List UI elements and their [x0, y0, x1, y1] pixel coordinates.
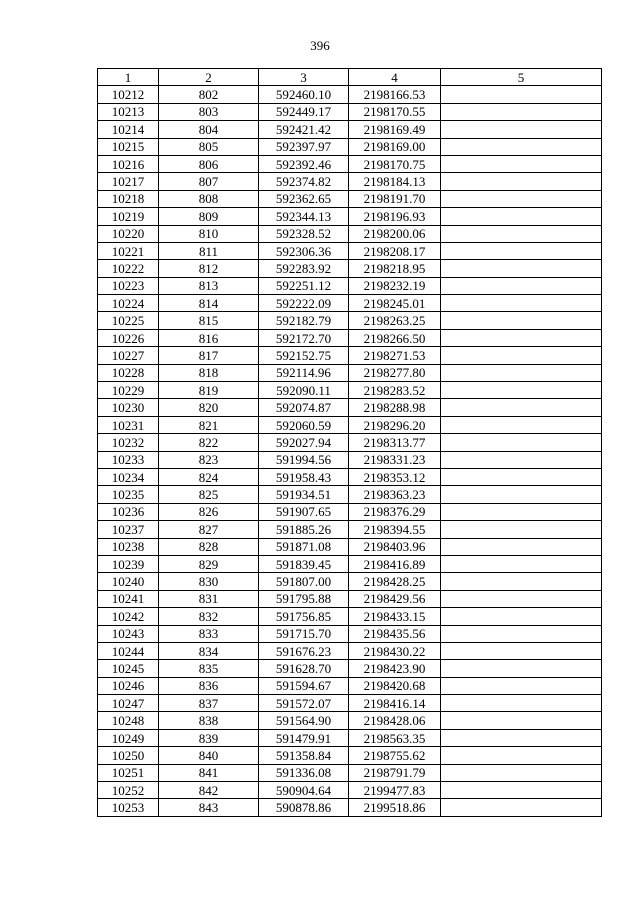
table-row: [98, 555, 602, 572]
x-coordinate-cell: 592027.94: [259, 434, 349, 451]
point-number-cell: 842: [159, 782, 259, 799]
row-number-cell: 10241: [98, 590, 159, 607]
table-row: [98, 503, 602, 520]
point-number-cell: 807: [159, 173, 259, 190]
point-number-cell: 809: [159, 208, 259, 225]
x-coordinate-cell: 590904.64: [259, 782, 349, 799]
y-coordinate-cell: 2198313.77: [349, 434, 441, 451]
x-coordinate-cell: 592074.87: [259, 399, 349, 416]
table-row: [98, 747, 602, 764]
y-coordinate-cell: 2198435.56: [349, 625, 441, 642]
point-number-cell: 832: [159, 608, 259, 625]
table-row: [98, 277, 602, 294]
note-cell: [441, 399, 602, 416]
point-number-cell: 826: [159, 503, 259, 520]
x-coordinate-cell: 591676.23: [259, 642, 349, 659]
row-number-cell: 10221: [98, 242, 159, 259]
table-row: [98, 329, 602, 346]
x-coordinate-cell: 591479.91: [259, 729, 349, 746]
note-cell: [441, 138, 602, 155]
column-header-5: 5: [441, 69, 602, 86]
coordinates-table: [97, 68, 602, 817]
table-row: [98, 608, 602, 625]
note-cell: [441, 799, 602, 816]
row-number-cell: 10252: [98, 782, 159, 799]
table-row: [98, 764, 602, 781]
y-coordinate-cell: 2198245.01: [349, 295, 441, 312]
table-row: [98, 712, 602, 729]
note-cell: [441, 782, 602, 799]
point-number-cell: 841: [159, 764, 259, 781]
x-coordinate-cell: 592328.52: [259, 225, 349, 242]
column-header-2: 2: [159, 69, 259, 86]
table-row: [98, 138, 602, 155]
x-coordinate-cell: 592251.12: [259, 277, 349, 294]
table-row: [98, 486, 602, 503]
note-cell: [441, 329, 602, 346]
y-coordinate-cell: 2198232.19: [349, 277, 441, 294]
x-coordinate-cell: 592182.79: [259, 312, 349, 329]
table-row: [98, 312, 602, 329]
y-coordinate-cell: 2198363.23: [349, 486, 441, 503]
x-coordinate-cell: 592172.70: [259, 329, 349, 346]
x-coordinate-cell: 591358.84: [259, 747, 349, 764]
table-row: [98, 364, 602, 381]
row-number-cell: 10215: [98, 138, 159, 155]
x-coordinate-cell: 592460.10: [259, 86, 349, 103]
note-cell: [441, 625, 602, 642]
note-cell: [441, 277, 602, 294]
note-cell: [441, 503, 602, 520]
x-coordinate-cell: 592344.13: [259, 208, 349, 225]
row-number-cell: 10230: [98, 399, 159, 416]
note-cell: [441, 103, 602, 120]
note-cell: [441, 260, 602, 277]
point-number-cell: 804: [159, 121, 259, 138]
y-coordinate-cell: 2198331.23: [349, 451, 441, 468]
table-row: [98, 434, 602, 451]
x-coordinate-cell: 590878.86: [259, 799, 349, 816]
x-coordinate-cell: 592060.59: [259, 416, 349, 433]
note-cell: [441, 451, 602, 468]
y-coordinate-cell: 2198218.95: [349, 260, 441, 277]
x-coordinate-cell: 592374.82: [259, 173, 349, 190]
page-number: 396: [310, 38, 330, 53]
y-coordinate-cell: 2198184.13: [349, 173, 441, 190]
table-row: [98, 103, 602, 120]
x-coordinate-cell: 591885.26: [259, 521, 349, 538]
note-cell: [441, 208, 602, 225]
row-number-cell: 10223: [98, 277, 159, 294]
row-number-cell: 10225: [98, 312, 159, 329]
y-coordinate-cell: 2198283.52: [349, 382, 441, 399]
point-number-cell: 810: [159, 225, 259, 242]
point-number-cell: 813: [159, 277, 259, 294]
row-number-cell: 10244: [98, 642, 159, 659]
y-coordinate-cell: 2198563.35: [349, 729, 441, 746]
note-cell: [441, 712, 602, 729]
x-coordinate-cell: 592114.96: [259, 364, 349, 381]
note-cell: [441, 225, 602, 242]
y-coordinate-cell: 2198429.56: [349, 590, 441, 607]
x-coordinate-cell: 591839.45: [259, 555, 349, 572]
x-coordinate-cell: 591756.85: [259, 608, 349, 625]
y-coordinate-cell: 2198403.96: [349, 538, 441, 555]
row-number-cell: 10228: [98, 364, 159, 381]
note-cell: [441, 416, 602, 433]
column-header-4: 4: [349, 69, 441, 86]
table-row: [98, 782, 602, 799]
table-row: [98, 625, 602, 642]
table-row: [98, 208, 602, 225]
x-coordinate-cell: 591564.90: [259, 712, 349, 729]
note-cell: [441, 747, 602, 764]
table-row: [98, 347, 602, 364]
x-coordinate-cell: 591958.43: [259, 468, 349, 485]
row-number-cell: 10253: [98, 799, 159, 816]
note-cell: [441, 573, 602, 590]
note-cell: [441, 538, 602, 555]
point-number-cell: 816: [159, 329, 259, 346]
table-row: [98, 225, 602, 242]
note-cell: [441, 86, 602, 103]
y-coordinate-cell: 2198416.14: [349, 695, 441, 712]
y-coordinate-cell: 2198196.93: [349, 208, 441, 225]
y-coordinate-cell: 2198170.55: [349, 103, 441, 120]
note-cell: [441, 642, 602, 659]
x-coordinate-cell: 592090.11: [259, 382, 349, 399]
y-coordinate-cell: 2198394.55: [349, 521, 441, 538]
row-number-cell: 10247: [98, 695, 159, 712]
point-number-cell: 817: [159, 347, 259, 364]
table-header-row: [98, 69, 602, 86]
y-coordinate-cell: 2198430.22: [349, 642, 441, 659]
x-coordinate-cell: 592283.92: [259, 260, 349, 277]
row-number-cell: 10224: [98, 295, 159, 312]
x-coordinate-cell: 591336.08: [259, 764, 349, 781]
x-coordinate-cell: 591907.65: [259, 503, 349, 520]
row-number-cell: 10251: [98, 764, 159, 781]
table-row: [98, 190, 602, 207]
point-number-cell: 828: [159, 538, 259, 555]
point-number-cell: 802: [159, 86, 259, 103]
row-number-cell: 10212: [98, 86, 159, 103]
y-coordinate-cell: 2198791.79: [349, 764, 441, 781]
row-number-cell: 10250: [98, 747, 159, 764]
point-number-cell: 815: [159, 312, 259, 329]
x-coordinate-cell: 592449.17: [259, 103, 349, 120]
table-row: [98, 677, 602, 694]
table-body: [98, 86, 602, 816]
x-coordinate-cell: 591871.08: [259, 538, 349, 555]
note-cell: [441, 190, 602, 207]
row-number-cell: 10243: [98, 625, 159, 642]
row-number-cell: 10237: [98, 521, 159, 538]
x-coordinate-cell: 592152.75: [259, 347, 349, 364]
row-number-cell: 10235: [98, 486, 159, 503]
y-coordinate-cell: 2198433.15: [349, 608, 441, 625]
table-row: [98, 155, 602, 172]
row-number-cell: 10232: [98, 434, 159, 451]
point-number-cell: 838: [159, 712, 259, 729]
row-number-cell: 10222: [98, 260, 159, 277]
point-number-cell: 834: [159, 642, 259, 659]
row-number-cell: 10214: [98, 121, 159, 138]
point-number-cell: 839: [159, 729, 259, 746]
x-coordinate-cell: 591715.70: [259, 625, 349, 642]
y-coordinate-cell: 2198266.50: [349, 329, 441, 346]
y-coordinate-cell: 2198353.12: [349, 468, 441, 485]
x-coordinate-cell: 592392.46: [259, 155, 349, 172]
note-cell: [441, 468, 602, 485]
y-coordinate-cell: 2198277.80: [349, 364, 441, 381]
point-number-cell: 803: [159, 103, 259, 120]
table-row: [98, 86, 602, 103]
y-coordinate-cell: 2198288.98: [349, 399, 441, 416]
row-number-cell: 10219: [98, 208, 159, 225]
point-number-cell: 823: [159, 451, 259, 468]
x-coordinate-cell: 591807.00: [259, 573, 349, 590]
row-number-cell: 10231: [98, 416, 159, 433]
table-row: [98, 295, 602, 312]
point-number-cell: 825: [159, 486, 259, 503]
note-cell: [441, 677, 602, 694]
row-number-cell: 10229: [98, 382, 159, 399]
note-cell: [441, 729, 602, 746]
table-row: [98, 382, 602, 399]
table-row: [98, 642, 602, 659]
y-coordinate-cell: 2198208.17: [349, 242, 441, 259]
point-number-cell: 812: [159, 260, 259, 277]
point-number-cell: 840: [159, 747, 259, 764]
table-row: [98, 538, 602, 555]
table-row: [98, 242, 602, 259]
table-row: [98, 451, 602, 468]
row-number-cell: 10246: [98, 677, 159, 694]
x-coordinate-cell: 591572.07: [259, 695, 349, 712]
point-number-cell: 808: [159, 190, 259, 207]
y-coordinate-cell: 2198271.53: [349, 347, 441, 364]
row-number-cell: 10249: [98, 729, 159, 746]
point-number-cell: 818: [159, 364, 259, 381]
row-number-cell: 10227: [98, 347, 159, 364]
point-number-cell: 811: [159, 242, 259, 259]
x-coordinate-cell: 591934.51: [259, 486, 349, 503]
note-cell: [441, 521, 602, 538]
note-cell: [441, 347, 602, 364]
row-number-cell: 10233: [98, 451, 159, 468]
y-coordinate-cell: 2198191.70: [349, 190, 441, 207]
row-number-cell: 10238: [98, 538, 159, 555]
x-coordinate-cell: 592421.42: [259, 121, 349, 138]
row-number-cell: 10240: [98, 573, 159, 590]
x-coordinate-cell: 591628.70: [259, 660, 349, 677]
y-coordinate-cell: 2198166.53: [349, 86, 441, 103]
point-number-cell: 843: [159, 799, 259, 816]
y-coordinate-cell: 2199518.86: [349, 799, 441, 816]
note-cell: [441, 295, 602, 312]
point-number-cell: 829: [159, 555, 259, 572]
point-number-cell: 830: [159, 573, 259, 590]
table-row: [98, 729, 602, 746]
row-number-cell: 10217: [98, 173, 159, 190]
table-row: [98, 660, 602, 677]
point-number-cell: 835: [159, 660, 259, 677]
column-header-3: 3: [259, 69, 349, 86]
y-coordinate-cell: 2198376.29: [349, 503, 441, 520]
point-number-cell: 824: [159, 468, 259, 485]
x-coordinate-cell: 591994.56: [259, 451, 349, 468]
y-coordinate-cell: 2198169.00: [349, 138, 441, 155]
y-coordinate-cell: 2198170.75: [349, 155, 441, 172]
point-number-cell: 836: [159, 677, 259, 694]
note-cell: [441, 364, 602, 381]
point-number-cell: 821: [159, 416, 259, 433]
note-cell: [441, 660, 602, 677]
table-row: [98, 799, 602, 816]
row-number-cell: 10218: [98, 190, 159, 207]
y-coordinate-cell: 2198755.62: [349, 747, 441, 764]
note-cell: [441, 555, 602, 572]
note-cell: [441, 382, 602, 399]
point-number-cell: 831: [159, 590, 259, 607]
y-coordinate-cell: 2198263.25: [349, 312, 441, 329]
x-coordinate-cell: 591795.88: [259, 590, 349, 607]
note-cell: [441, 434, 602, 451]
row-number-cell: 10226: [98, 329, 159, 346]
note-cell: [441, 764, 602, 781]
x-coordinate-cell: 592306.36: [259, 242, 349, 259]
table-row: [98, 590, 602, 607]
table-row: [98, 573, 602, 590]
point-number-cell: 820: [159, 399, 259, 416]
table-row: [98, 695, 602, 712]
note-cell: [441, 312, 602, 329]
x-coordinate-cell: 591594.67: [259, 677, 349, 694]
table-row: [98, 260, 602, 277]
note-cell: [441, 242, 602, 259]
row-number-cell: 10245: [98, 660, 159, 677]
note-cell: [441, 486, 602, 503]
y-coordinate-cell: 2198296.20: [349, 416, 441, 433]
row-number-cell: 10234: [98, 468, 159, 485]
column-header-1: 1: [98, 69, 159, 86]
x-coordinate-cell: 592222.09: [259, 295, 349, 312]
row-number-cell: 10242: [98, 608, 159, 625]
note-cell: [441, 695, 602, 712]
y-coordinate-cell: 2198428.25: [349, 573, 441, 590]
note-cell: [441, 155, 602, 172]
point-number-cell: 806: [159, 155, 259, 172]
row-number-cell: 10239: [98, 555, 159, 572]
point-number-cell: 805: [159, 138, 259, 155]
table-row: [98, 416, 602, 433]
note-cell: [441, 173, 602, 190]
note-cell: [441, 121, 602, 138]
table-row: [98, 468, 602, 485]
row-number-cell: 10220: [98, 225, 159, 242]
point-number-cell: 837: [159, 695, 259, 712]
point-number-cell: 814: [159, 295, 259, 312]
row-number-cell: 10216: [98, 155, 159, 172]
y-coordinate-cell: 2198420.68: [349, 677, 441, 694]
y-coordinate-cell: 2198428.06: [349, 712, 441, 729]
row-number-cell: 10213: [98, 103, 159, 120]
y-coordinate-cell: 2198200.06: [349, 225, 441, 242]
note-cell: [441, 590, 602, 607]
point-number-cell: 827: [159, 521, 259, 538]
table-row: [98, 399, 602, 416]
row-number-cell: 10248: [98, 712, 159, 729]
row-number-cell: 10236: [98, 503, 159, 520]
point-number-cell: 819: [159, 382, 259, 399]
table-row: [98, 521, 602, 538]
note-cell: [441, 608, 602, 625]
point-number-cell: 833: [159, 625, 259, 642]
x-coordinate-cell: 592362.65: [259, 190, 349, 207]
y-coordinate-cell: 2199477.83: [349, 782, 441, 799]
x-coordinate-cell: 592397.97: [259, 138, 349, 155]
y-coordinate-cell: 2198169.49: [349, 121, 441, 138]
table-row: [98, 121, 602, 138]
table-row: [98, 173, 602, 190]
y-coordinate-cell: 2198423.90: [349, 660, 441, 677]
point-number-cell: 822: [159, 434, 259, 451]
y-coordinate-cell: 2198416.89: [349, 555, 441, 572]
